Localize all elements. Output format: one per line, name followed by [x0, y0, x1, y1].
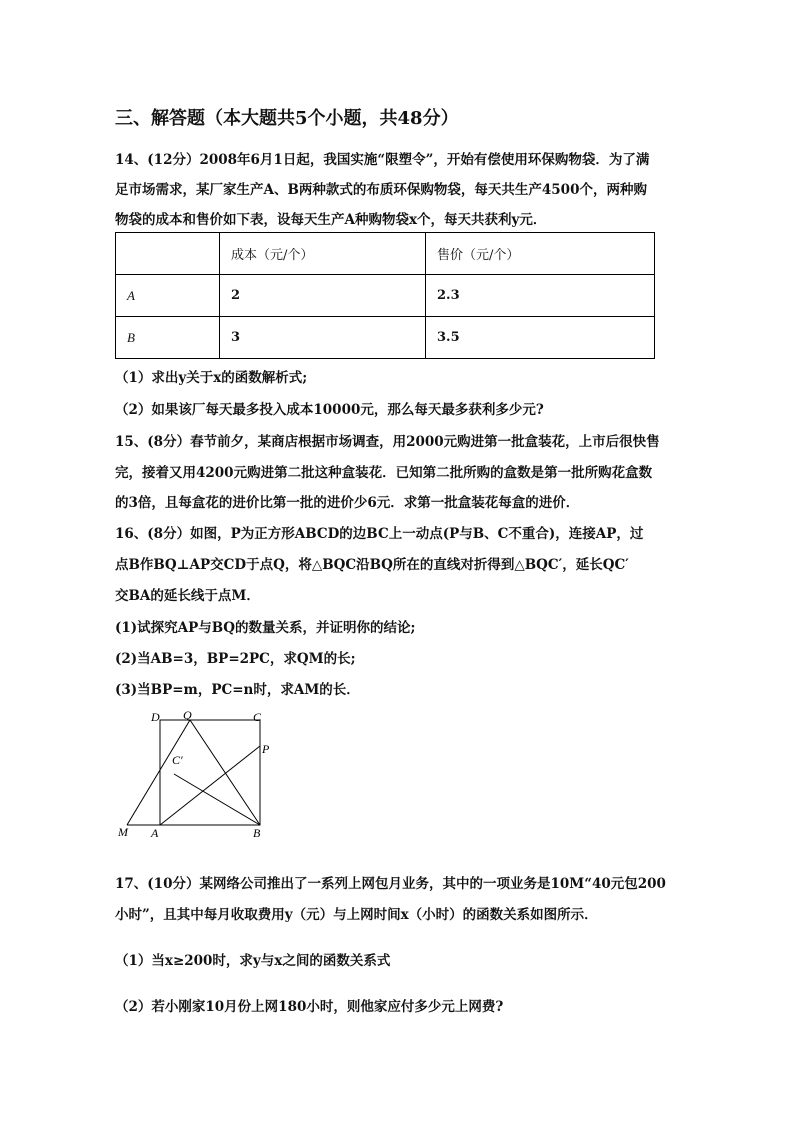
q16-line1: 16、(8分）如图，P为正方形ABCD的边BC上一动点(P与B、C不重合)，连接AP，过: [115, 526, 644, 542]
q16-sub2: (2)当AB=3，BP=2PC，求QM的长;: [115, 651, 356, 667]
label-d: D: [151, 710, 160, 724]
q14-sub2: （2）如果该厂每天最多投入成本10000元，那么每天最多获利多少元?: [115, 402, 544, 418]
table-header-cell: [116, 233, 220, 275]
q17-sub2: （2）若小刚家10月份上网180小时，则他家应付多少元上网费?: [115, 999, 504, 1015]
label-m: M: [118, 825, 128, 839]
table-header-cell: 成本（元/个）: [220, 233, 426, 275]
q16-line2: 点B作BQ⊥AP交CD于点Q，将△BQC沿BQ所在的直线对折得到△BQC′，延长QC′: [115, 557, 629, 573]
table-header-row: [116, 233, 655, 275]
q17-sub1: （1）当x≥200时，求y与x之间的函数关系式: [115, 953, 391, 969]
q17-line1: 17、(10分）某网络公司推出了一系列上网包月业务，其中的一项业务是10M“40元包200: [115, 876, 666, 892]
q14-line1: 14、(12分）2008年6月1日起，我国实施“限塑令”，开始有偿使用环保购物袋．为了满: [115, 152, 650, 168]
square-geometry-figure: [115, 705, 285, 845]
segment-c-prime-b: [174, 774, 260, 825]
q17-line2: 小时”，且其中每月收取费用y（元）与上网时间x（小时）的函数关系如图所示．: [115, 907, 598, 923]
q16-sub3: (3)当BP=m，PC=n时，求AM的长．: [115, 682, 360, 698]
q15-line3: 的3倍，且每盒花的进价比第一批的进价少6元．求第一批盒装花每盒的进价．: [115, 495, 580, 511]
label-b: B: [253, 826, 261, 840]
q16-line3: 交BA的延长线于点M．: [115, 588, 260, 604]
label-c-prime: C′: [172, 753, 183, 767]
q14-line2: 足市场需求，某厂家生产A、B两种款式的布质环保购物袋，每天共生产4500个，两种购: [115, 182, 647, 198]
label-q: Q: [183, 708, 192, 722]
table-row: [116, 317, 655, 359]
label-p: P: [262, 742, 270, 756]
square-abcd: [160, 720, 260, 825]
q16-sub1: (1)试探究AP与BQ的数量关系，并证明你的结论;: [115, 620, 416, 636]
q14-line3: 物袋的成本和售价如下表，设每天生产A种购物袋x个，每天共获利y元．: [115, 212, 547, 228]
table-cell: 3.5: [426, 317, 655, 359]
table-cell: A: [116, 275, 220, 317]
label-c: C: [253, 710, 262, 724]
table-row: [116, 275, 655, 317]
q14-sub1: （1）求出y关于x的函数解析式;: [115, 370, 308, 386]
section-title: 三、解答题（本大题共5个小题，共48分）: [115, 108, 459, 129]
table-cell: B: [116, 317, 220, 359]
segment-bq: [190, 720, 260, 825]
q15-line2: 完，接着又用4200元购进第二批这种盒装花．已知第二批所购的盒数是第一批所购花盒数: [115, 465, 653, 481]
table-cell: 3: [220, 317, 426, 359]
cost-price-table: [115, 232, 655, 359]
q15-line1: 15、(8分）春节前夕，某商店根据市场调查，用2000元购进第一批盒装花，上市后很快售: [115, 434, 660, 450]
table-cell: 2: [220, 275, 426, 317]
table-header-cell: 售价（元/个）: [426, 233, 655, 275]
table-cell: 2.3: [426, 275, 655, 317]
label-a: A: [151, 826, 159, 840]
